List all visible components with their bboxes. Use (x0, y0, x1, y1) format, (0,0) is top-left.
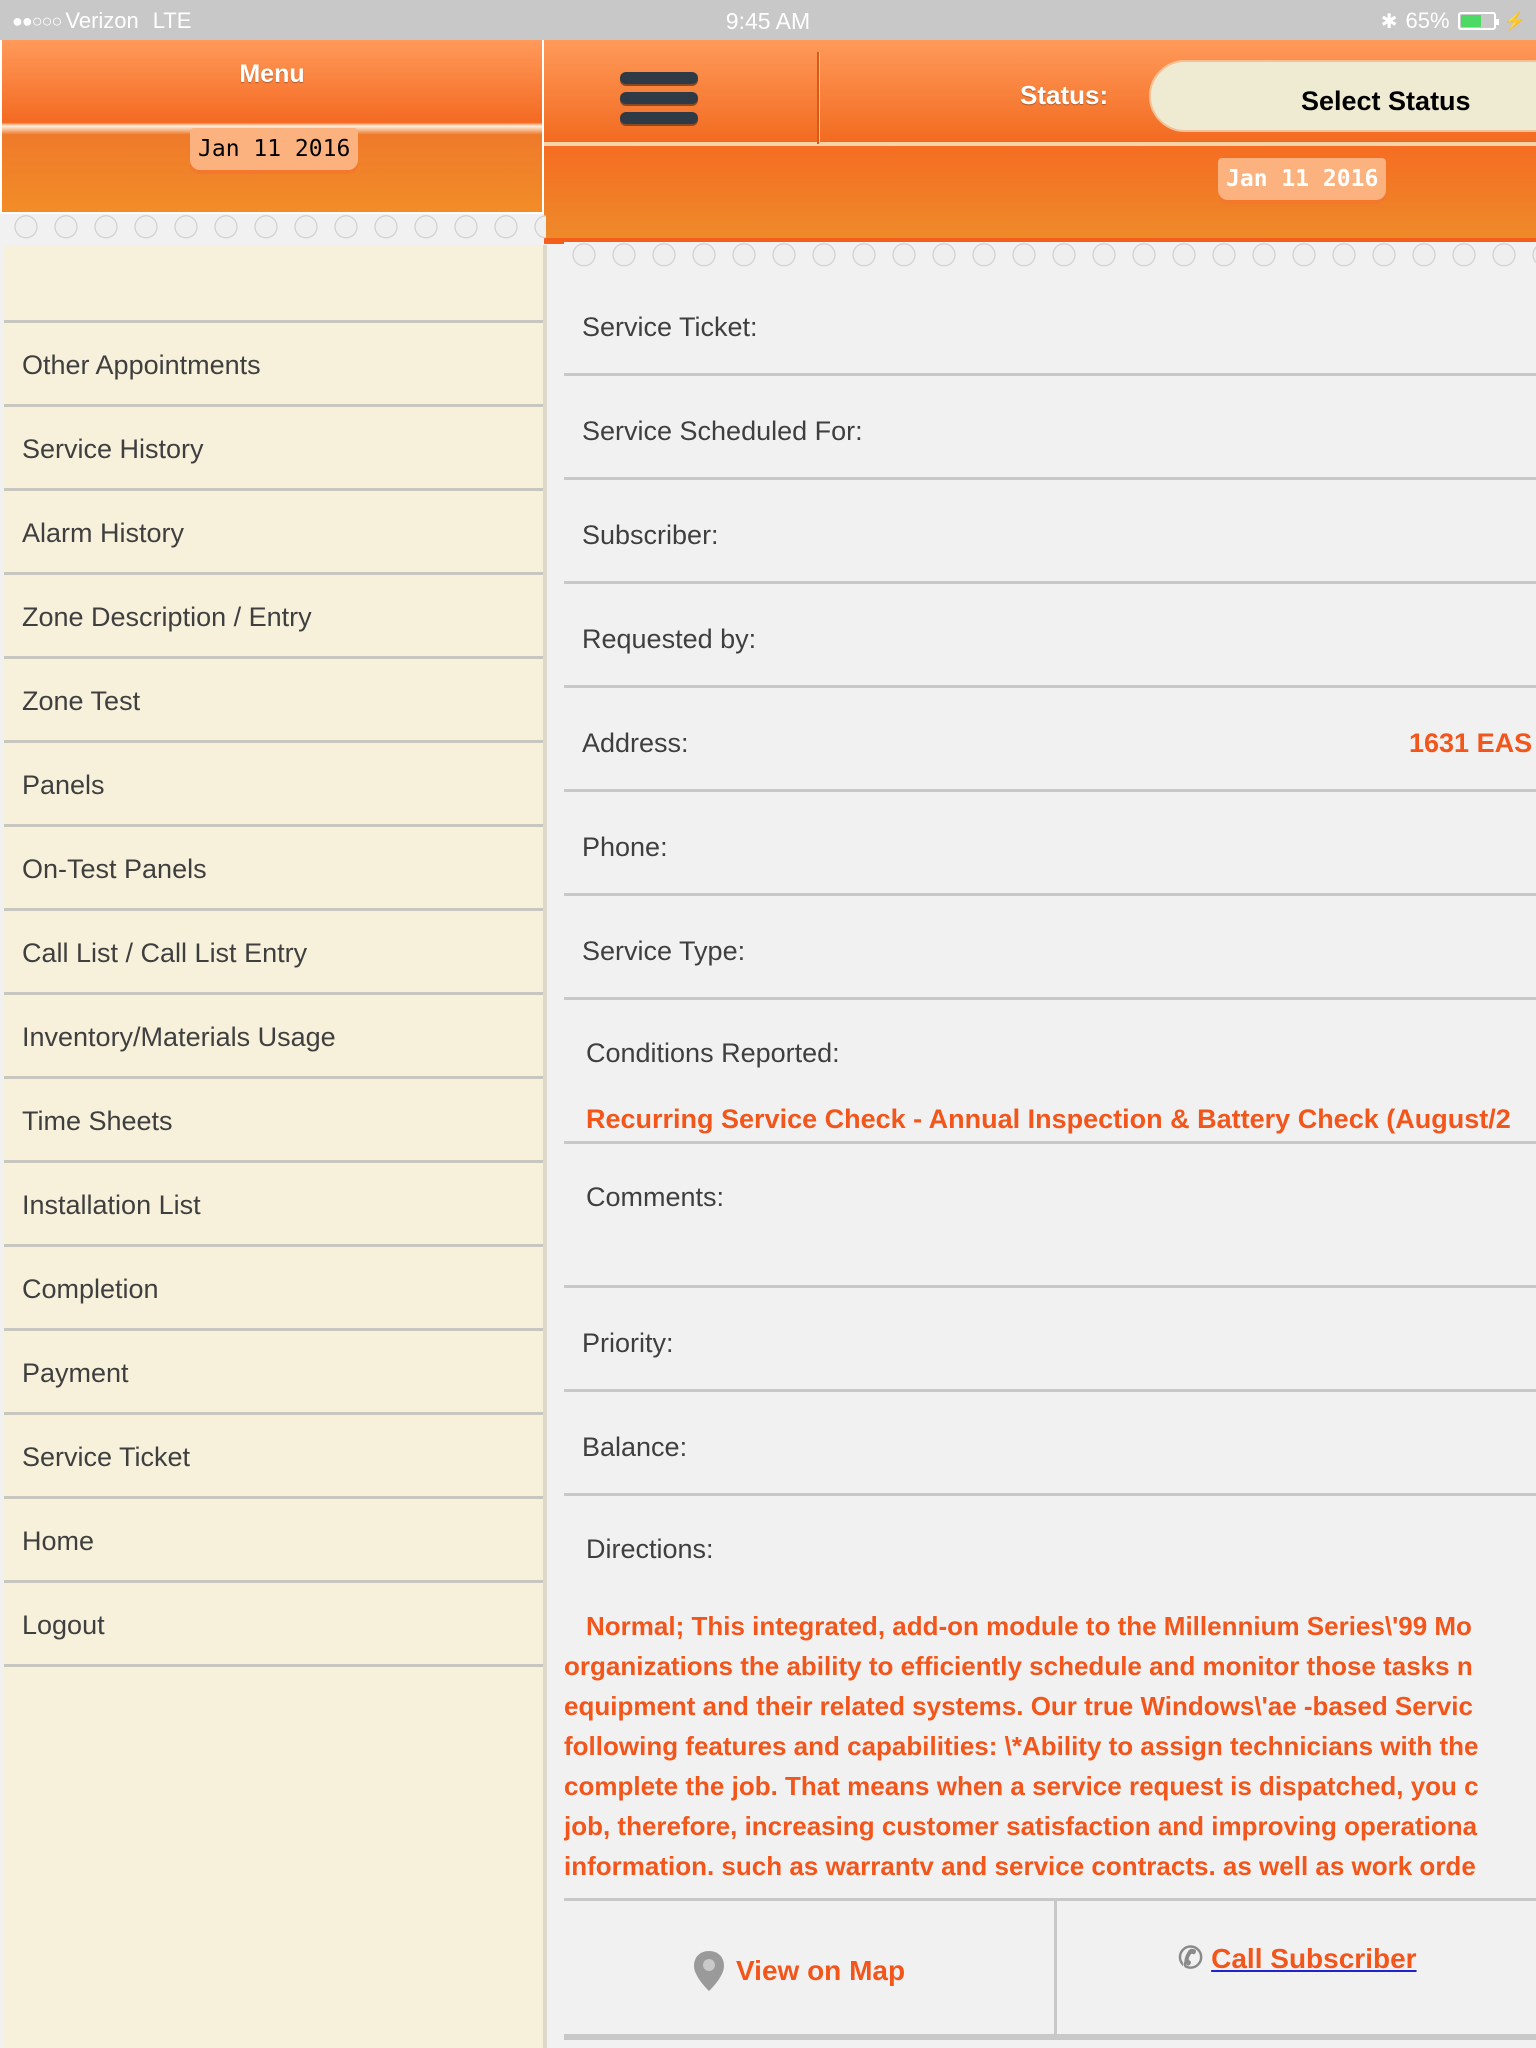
phone-row (564, 792, 1536, 896)
menu-item[interactable]: Home (4, 1499, 543, 1583)
menu-item[interactable]: Installation List (4, 1163, 543, 1247)
directions-line: equipment and their related systems. Our true Windows\'ae -based Servic (564, 1691, 1473, 1721)
directions-line: following features and capabilities: \*Ability to assign technicians with the (564, 1731, 1479, 1761)
service-type-row (564, 896, 1536, 1000)
hamburger-bar (620, 72, 698, 84)
battery-percent: 65% (1405, 8, 1450, 33)
priority-row (564, 1288, 1536, 1392)
address-label: Address: (582, 728, 689, 758)
hamburger-bar (620, 92, 698, 104)
conditions-value: Recurring Service Check - Annual Inspection & Battery Check (August/2 (586, 1104, 1511, 1134)
hamburger-menu-button[interactable] (620, 72, 698, 130)
menu-item[interactable]: Panels (4, 743, 543, 827)
status-select[interactable]: Select Status (1149, 60, 1536, 132)
requested-by-row (564, 584, 1536, 688)
address-row (564, 688, 1536, 792)
map-pin-icon (692, 1949, 726, 1993)
menu-item[interactable]: Service History (4, 407, 543, 491)
scheduled-row (564, 376, 1536, 480)
toolbar-divider (817, 52, 819, 144)
date-bar (544, 146, 1536, 244)
menu-item[interactable]: Zone Description / Entry (4, 575, 543, 659)
menu-date-badge: Jan 11 2016 (190, 128, 358, 170)
bluetooth-icon: ✱ (1380, 10, 1398, 33)
action-separator (1054, 1901, 1057, 2037)
menu-item[interactable]: Alarm History (4, 491, 543, 575)
side-menu (4, 245, 547, 2048)
menu-item[interactable]: Zone Test (4, 659, 543, 743)
menu-item[interactable]: Payment (4, 1331, 543, 1415)
service-ticket-row (564, 272, 1536, 376)
menu-item[interactable]: Logout (4, 1583, 543, 1667)
carrier-label: Verizon (65, 8, 139, 33)
subscriber-label: Subscriber: (582, 520, 719, 550)
service-type-label: Service Type: (582, 936, 746, 966)
directions-line: Normal; This integrated, add-on module to the Millennium Series\'99 Mo (586, 1611, 1472, 1641)
comments-label: Comments: (586, 1182, 725, 1212)
requested-by-label: Requested by: (582, 624, 757, 654)
menu-header (0, 40, 544, 214)
menu-item[interactable]: Service Ticket (4, 1415, 543, 1499)
phone-label: Phone: (582, 832, 668, 862)
call-subscriber-button[interactable] (1178, 1941, 1417, 1976)
status-label: Status: (1020, 80, 1109, 110)
battery-icon (1458, 12, 1496, 30)
menu-title: Menu (239, 60, 305, 88)
menu-item[interactable]: Inventory/Materials Usage (4, 995, 543, 1079)
menu-item[interactable]: Call List / Call List Entry (4, 911, 543, 995)
directions-line: complete the job. That means when a service request is dispatched, you c (564, 1771, 1479, 1801)
priority-label: Priority: (582, 1328, 674, 1358)
comments-row (564, 1144, 1536, 1288)
scheduled-label: Service Scheduled For: (582, 416, 863, 446)
balance-row (564, 1392, 1536, 1496)
directions-text (564, 1606, 1536, 1876)
battery-fill (1461, 15, 1482, 27)
service-ticket-label: Service Ticket: (582, 312, 758, 342)
directions-row (564, 1496, 1536, 1876)
menu-item[interactable]: Completion (4, 1247, 543, 1331)
top-toolbar (544, 40, 1536, 146)
status-bar-right (1381, 8, 1526, 34)
network-label: LTE (152, 8, 192, 33)
charging-icon: ⚡ (1503, 10, 1526, 31)
menu-spacer (4, 245, 543, 323)
content-dot-strip (564, 242, 1536, 274)
address-value: 1631 EAS (1409, 728, 1533, 758)
status-bar (0, 0, 1536, 40)
phone-icon: ✆ (1178, 1942, 1204, 1975)
action-bar (564, 1898, 1536, 2040)
menu-dot-strip (6, 214, 546, 246)
hamburger-bar (620, 112, 698, 124)
service-details (564, 272, 1536, 2048)
conditions-label: Conditions Reported: (586, 1038, 840, 1068)
menu-list (4, 323, 543, 1667)
subscriber-row (564, 480, 1536, 584)
menu-item[interactable]: On-Test Panels (4, 827, 543, 911)
conditions-row (564, 1000, 1536, 1144)
view-on-map-label: View on Map (736, 1955, 906, 1986)
menu-item[interactable]: Time Sheets (4, 1079, 543, 1163)
toolbar-date-badge: Jan 11 2016 (1218, 158, 1386, 200)
balance-label: Balance: (582, 1432, 688, 1462)
view-on-map-button[interactable] (692, 1949, 905, 1993)
directions-line: information. such as warrantv and service contracts. as well as work orde (564, 1851, 1476, 1876)
menu-item[interactable]: Other Appointments (4, 323, 543, 407)
directions-line: job, therefore, increasing customer satisfaction and improving operationa (564, 1811, 1478, 1841)
directions-label: Directions: (586, 1534, 714, 1564)
call-subscriber-label: Call Subscriber (1211, 1942, 1417, 1974)
directions-line: organizations the ability to efficiently schedule and monitor those tasks n (564, 1651, 1473, 1681)
signal-icon: ●●○○○ (12, 10, 62, 31)
clock: 9:45 AM (725, 8, 811, 34)
